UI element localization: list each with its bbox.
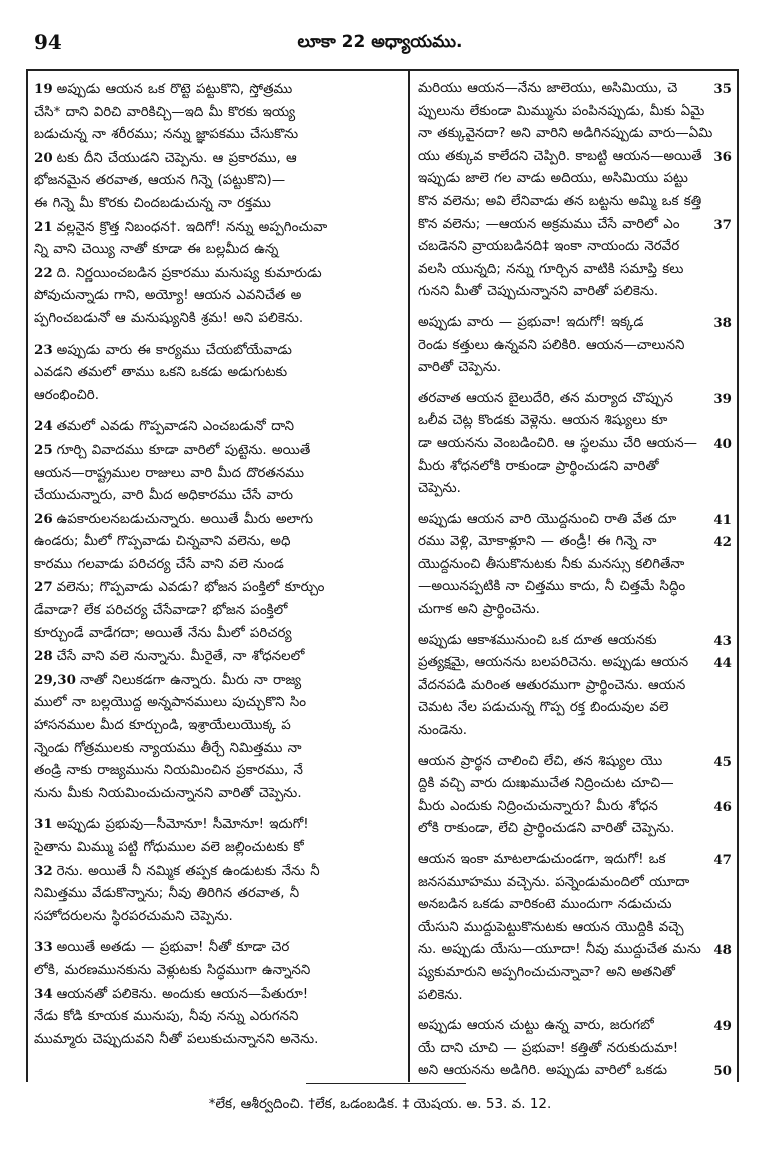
text-line: [34, 78, 402, 102]
verse-number: 26: [34, 510, 53, 527]
verse-text: చెప్పెను.: [418, 481, 461, 497]
verse-paragraph: [418, 849, 732, 1007]
text-line: [418, 675, 732, 698]
text-line: [418, 1015, 732, 1038]
verse-paragraph: [418, 312, 732, 380]
verse-text: రెండు కత్తులు ఉన్నవని పలికిరి. ఆయన—చాలునని: [418, 337, 685, 353]
page-number: 94: [34, 30, 62, 54]
text-line: [34, 308, 402, 331]
text-line: [418, 214, 732, 237]
left-rule: [26, 69, 28, 1082]
text-line: [418, 773, 732, 796]
verse-text: అప్పుడు ఆయన చుట్టు ఉన్న వారు, జరుగబో: [418, 1018, 654, 1034]
text-line: [418, 509, 732, 532]
verse-text: ష్యకుమారుని అప్పగించుచున్నావా? అని అతనితో: [418, 964, 675, 980]
text-line: [418, 1060, 732, 1083]
verse-paragraph: [418, 630, 732, 743]
verse-text: నును మీకు నియమించుచున్నానని వారితో చెప్పెను.: [34, 785, 302, 801]
left-column: [34, 78, 402, 1059]
verse-paragraph: [34, 339, 402, 408]
text-line: [34, 715, 402, 738]
verse-paragraph: [34, 813, 402, 928]
verse-paragraph: [418, 388, 732, 501]
text-line: [34, 485, 402, 508]
verse-text: వల్లనైన క్రొత్త నిబంధన†. ఇదిగో! నన్ను అప్పగించువా: [56, 219, 328, 235]
text-line: [34, 102, 402, 125]
verse-text: డా ఆయనను వెంబడించిరి. ఆ స్థలము చేరి ఆయన—: [418, 435, 698, 451]
verse-number: 33: [34, 939, 53, 956]
verse-text: డేవాడా? లేక పరిచర్య చేసేవాడా? భోజన పంక్తిలో: [34, 603, 288, 619]
verse-paragraph: [34, 936, 402, 1051]
text-line: [418, 872, 732, 895]
text-line: [418, 599, 732, 622]
text-line: [418, 123, 732, 146]
text-line: [34, 339, 402, 363]
text-line: [34, 760, 402, 783]
text-line: [34, 554, 402, 577]
verse-text: హాసనముల మీద కూర్చుండి, ఇశ్రాయేలుయొక్క ప: [34, 718, 291, 734]
text-line: [418, 849, 732, 872]
verse-text: ములో నా బల్లయొద్ద అన్నపానములు పుచ్చుకొని సిం: [34, 695, 307, 711]
verse-text: లోకి రాకుండా, లేచి ప్రార్థించుడని వారితో చెప్పెను.: [418, 821, 675, 837]
text-line: [34, 170, 402, 193]
column-divider: [408, 69, 410, 1082]
verse-number: 39: [713, 390, 732, 407]
verse-text: ఒలీవ చెట్ల కొండకు వెళ్లెను. ఆయన శిష్యులు కూ: [418, 413, 668, 429]
top-rule: [26, 69, 738, 71]
verse-text: కూర్చుండే వాడేగదా; అయితే నేను మీలో పరిచర్య: [34, 625, 292, 641]
verse-text: అని ఆయనను అడిగిరి. అప్పుడు వారిలో ఒకడు: [418, 1063, 668, 1079]
verse-number: 48: [713, 942, 732, 959]
verse-number: 29,30: [34, 671, 76, 688]
text-line: [34, 216, 402, 240]
verse-text: లోకి, మరణమునకును వెళ్లుటకు సిద్ధముగా ఉన్నానని: [34, 962, 311, 978]
text-line: [418, 1038, 732, 1061]
verse-paragraph: [418, 78, 732, 304]
verse-text: గూర్చి వివాదము కూడా వారిలో పుట్టెను. అయితే: [56, 442, 311, 458]
text-line: [34, 738, 402, 761]
verse-text: పలికెను.: [418, 987, 463, 1003]
verse-text: చేసి* దాని విరిచి వారికిచ్చి—ఇది మీ కొరకు ఇయ్య: [34, 104, 296, 120]
verse-text: ముమ్మారు చెప్పుదువని నీతో పలుకుచున్నానని అనెను.: [34, 1031, 319, 1047]
text-line: [34, 285, 402, 308]
text-line: [34, 983, 402, 1007]
verse-number: 45: [713, 753, 732, 770]
text-line: [418, 168, 732, 191]
verse-text: ది. నిర్ణయించబడిన ప్రకారము మనుష్య కుమారుడు: [56, 265, 322, 281]
verse-text: నుండెను.: [418, 723, 468, 739]
verse-number: 38: [713, 314, 732, 331]
text-line: [418, 939, 732, 962]
right-column: [418, 78, 732, 1091]
text-line: [34, 837, 402, 860]
verse-text: ఈ గిన్నె మీ కొరకు చిందబడుచున్న నా రక్తము: [34, 195, 271, 211]
verse-text: అప్పుడు ఆకాశమునుంచి ఒక దూత ఆయనకు: [418, 632, 657, 648]
verse-number: 21: [34, 218, 53, 235]
verse-text: వేదనపడి మరింత ఆతురముగా ప్రార్థించెను. ఆయన: [418, 677, 686, 693]
verse-paragraph: [418, 751, 732, 841]
text-line: [418, 410, 732, 433]
verse-number: 20: [34, 149, 53, 166]
verse-text: రెను. అయితే నీ నమ్మిక తప్పక ఉండుటకు నేను నీ: [56, 863, 320, 879]
text-line: [34, 124, 402, 147]
text-line: [418, 478, 732, 501]
verse-text: ఆరంభించిరి.: [34, 387, 99, 403]
verse-text: భోజనమైన తరవాత, ఆయన గిన్నె (పట్టుకొని)—: [34, 173, 286, 189]
text-line: [418, 388, 732, 411]
verse-text: ను. అప్పుడు యేసు—యూదా! నీవు ముద్దుచేత మను: [418, 942, 701, 958]
verse-text: తమలో ఎవడు గొప్పవాడని ఎంచబడునో దాని: [56, 419, 294, 435]
text-line: [34, 576, 402, 600]
verse-paragraph: [34, 415, 402, 805]
verse-number: 37: [713, 216, 732, 233]
text-line: [418, 531, 732, 554]
verse-text: ఆయనతో పలికెను. అందుకు ఆయన—పేతురూ!: [56, 986, 309, 1002]
text-line: [34, 960, 402, 983]
text-line: [34, 439, 402, 463]
verse-text: వలసి యున్నది; నన్ను గూర్చిన వాటికి సమాప్తి కలు: [418, 261, 684, 277]
verse-number: 34: [34, 985, 53, 1002]
verse-text: యొద్దనుంచి తీసుకొనుటకు నీకు మనస్సు కలిగితేనా: [418, 556, 685, 572]
verse-text: నిమిత్తము వేడుకొన్నాను; నీవు తిరిగిన తరవాత, నీ: [34, 886, 300, 902]
text-line: [418, 281, 732, 304]
verse-text: చేసే వాని వలె నున్నాను. మీరైతే, నా శోధనలలో: [56, 649, 305, 665]
text-line: [34, 1006, 402, 1029]
verse-text: నా తక్కువైనదా? అని వారిని అడిగినప్పుడు వారు—ఏమి: [418, 126, 713, 142]
verse-text: కారము గలవాడు పరిచర్య చేసే వాని వలె నుండ: [34, 556, 284, 572]
verse-text: న్ని వాని చెయ్యి నాతో కూడా ఈ బల్లమీద ఉన్న: [34, 242, 279, 258]
verse-number: 49: [713, 1018, 732, 1035]
verse-text: యు తక్కువ కాలేదని చెప్పిరి. కాబట్టి ఆయన—అయితే: [418, 148, 702, 164]
text-line: [418, 720, 732, 743]
verse-text: చేయుచున్నారు, వారి మీద అధికారము చేసే వారు: [34, 488, 294, 504]
verse-text: నాతో నిలుకడగా ఉన్నారు. మీరు నా రాజ్య: [79, 672, 302, 688]
text-line: [34, 669, 402, 693]
verse-number: 27: [34, 579, 53, 596]
text-line: [418, 796, 732, 819]
verse-text: అనబడిన ఒకడు వారికంటె ముందుగా నడుచుచు: [418, 897, 672, 913]
verse-text: బడుచున్న నా శరీరము; నన్ను జ్ఞాపకము చేసుకొను: [34, 127, 299, 143]
text-line: [34, 147, 402, 171]
verse-text: తండ్రి నాకు రాజ్యమును నియమించిన ప్రకారము, నే: [34, 763, 303, 779]
verse-number: 42: [713, 534, 732, 551]
verse-paragraph: [418, 1015, 732, 1083]
verse-number: 40: [713, 435, 732, 452]
verse-number: 31: [34, 816, 53, 833]
verse-text: టకు దీని చేయుడని చెప్పెను. ఆ ప్రకారము, ఆ: [56, 150, 297, 166]
text-line: [34, 1029, 402, 1052]
text-line: [418, 259, 732, 282]
verse-text: వారితో చెప్పెను.: [418, 360, 502, 376]
text-line: [418, 456, 732, 479]
text-line: [34, 936, 402, 960]
text-line: [34, 906, 402, 929]
text-line: [34, 362, 402, 385]
text-line: [34, 692, 402, 715]
text-line: [418, 630, 732, 653]
running-title: లూకా 22 అధ్యాయము.: [297, 32, 463, 52]
verse-text: ఉండరు; మీలో గొప్పవాడు చిన్నవాని వలెను, అధి: [34, 534, 291, 550]
text-line: [34, 783, 402, 806]
verse-text: యేసుని ముద్దుపెట్టుకొనుటకు ఆయన యొద్దికి వచ్చె: [418, 919, 684, 935]
text-line: [34, 531, 402, 554]
verse-text: ఎవడని తమలో తాము ఒకని ఒకడు అడుగుటకు: [34, 365, 288, 381]
verse-text: అప్పుడు ప్రభువు—సీమోనూ! సీమోనూ! ఇదుగో!: [56, 817, 309, 833]
footnote-rule: [306, 1083, 466, 1084]
text-line: [34, 239, 402, 262]
verse-text: ద్దికి వచ్చి వారు దుఃఖముచేత నిద్రించుట చూచి—: [418, 776, 674, 792]
text-line: [34, 508, 402, 532]
text-line: [34, 262, 402, 286]
verse-number: 46: [713, 798, 732, 815]
verse-text: చుగాక అని ప్రార్థించెను.: [418, 602, 540, 618]
footnotes: *లేక, ఆశీర్వదించి. †లేక, ఒడంబడిక. ‡ యెషయ. అ. 53. వ. 12.: [208, 1096, 552, 1112]
verse-number: 47: [713, 852, 732, 868]
verse-text: ఇప్పుడు జాలె గల వాడు అదియు, అసిమియు పట్టు: [418, 171, 688, 187]
verse-text: సైతాను మిమ్ము పట్టి గోధుముల వలె జల్లించుటకు కో: [34, 840, 304, 855]
verse-paragraph: [34, 78, 402, 331]
verse-text: న్నెండు గోత్రములకు న్యాయము తీర్చే నిమిత్తము నా: [34, 740, 302, 756]
verse-text: చెమట నేల పడుచున్న గొప్ప రక్త బిందువుల వలె: [418, 700, 669, 716]
verse-number: 25: [34, 441, 53, 458]
verse-text: జనసమూహము వచ్చెను. పన్నెండుమందిలో యూదా: [418, 874, 690, 890]
text-line: [418, 554, 732, 577]
verse-text: మీరు ఎందుకు నిద్రించుచున్నారు? మీరు శోధన: [418, 798, 658, 814]
text-line: [34, 860, 402, 884]
verse-text: చబడెనని వ్రాయబడినది‡ ఇంకా నాయందు నెరవేర: [418, 239, 680, 255]
text-line: [34, 415, 402, 439]
verse-text: ఆయన ప్రార్థన చాలించి లేచి, తన శిష్యుల యొ: [418, 753, 663, 769]
verse-text: నేడు కోడి కూయక మునుపు, నీవు నన్ను ఎరుగనని: [34, 1009, 299, 1025]
text-line: [418, 101, 732, 124]
text-line: [418, 917, 732, 940]
verse-number: 36: [713, 148, 732, 165]
verse-text: ఆయన—రాష్ట్రముల రాజులు వారి మీద దొరతనము: [34, 465, 305, 481]
text-line: [34, 463, 402, 486]
verse-text: పోవుచున్నాడు గాని, అయ్యో! ఆయన ఎవనిచేత అ: [34, 288, 302, 304]
verse-text: ప్రత్యక్షమై, ఆయనను బలపరిచెను. అప్పుడు ఆయన: [418, 655, 689, 671]
verse-number: 50: [713, 1063, 732, 1080]
verse-number: 24: [34, 418, 53, 435]
text-line: [34, 600, 402, 623]
verse-text: అప్పుడు వారు ఈ కార్యము చేయబోయేవాడు: [56, 342, 292, 358]
verse-text: మరియు ఆయన—నేను జాలెయు, అసిమియు, చె: [418, 81, 678, 96]
verse-text: తరవాత ఆయన బైలుదేరి, తన మర్యాద చొప్పున: [418, 390, 673, 406]
verse-number: 22: [34, 264, 53, 281]
text-line: [418, 312, 732, 335]
text-line: [418, 962, 732, 985]
verse-text: ప్పులును లేకుండా మిమ్మును పంపినప్పుడు, మీకు ఏమై: [418, 103, 705, 119]
verse-text: అప్పుడు ఆయన వారి యొద్దనుంచి రాతి వేత దూ: [418, 511, 677, 527]
verse-text: ప్పగించబడునో ఆ మనుష్యునికి శ్రమ! అని పలికెను.: [34, 310, 304, 326]
text-line: [34, 193, 402, 216]
verse-number: 32: [34, 862, 53, 879]
verse-number: 44: [713, 655, 732, 672]
verse-text: కొన వలెను; —ఆయన అక్రమము చేసే వారిలో ఎం: [418, 216, 680, 232]
right-rule: [737, 69, 739, 1082]
text-line: [418, 335, 732, 358]
verse-text: మీరు శోధనలోకి రాకుండా ప్రార్థించుడని వారితో: [418, 458, 659, 474]
verse-text: వలెను; గొప్పవాడు ఎవడు? భోజన పంక్తిలో కూర్చుం: [56, 580, 325, 596]
verse-number: 19: [34, 81, 53, 97]
verse-number: 43: [713, 632, 732, 649]
verse-number: 23: [34, 341, 53, 358]
text-line: [418, 818, 732, 841]
verse-text: యే దాని చూచి — ప్రభువా! కత్తితో నరుకుదుమా!: [418, 1040, 679, 1056]
text-line: [418, 697, 732, 720]
verse-text: అప్పుడు ఆయన ఒక రొట్టె పట్టుకొని, స్తోత్రము: [56, 82, 293, 97]
text-line: [34, 645, 402, 669]
text-line: [418, 433, 732, 456]
verse-text: —అయినప్పటికి నా చిత్తము కాదు, నీ చిత్తమే సిద్ధిం: [418, 579, 686, 595]
verse-text: సహోదరులను స్థిరపరచుమని చెప్పెను.: [34, 908, 233, 924]
text-line: [418, 236, 732, 259]
verse-text: ఉపకారులనబడుచున్నారు. అయితే మీరు అలాగు: [56, 511, 313, 527]
verse-text: రము వెళ్లి, మోకాళ్లూని — తండ్రీ! ఈ గిన్నె నా: [418, 534, 657, 550]
text-line: [34, 623, 402, 646]
text-line: [418, 576, 732, 599]
verse-text: అయితే అతడు — ప్రభువా! నీతో కూడా చెర: [56, 940, 290, 956]
verse-paragraph: [418, 509, 732, 622]
text-line: [418, 78, 732, 101]
verse-text: గునని మీతో చెప్పుచున్నానని వారితో పలికెను.: [418, 284, 659, 300]
verse-number: 28: [34, 648, 53, 665]
verse-text: అప్పుడు వారు — ప్రభువా! ఇదుగో! ఇక్కడ: [418, 314, 644, 330]
page-header: [20, 22, 740, 62]
text-line: [34, 883, 402, 906]
text-line: [418, 146, 732, 169]
verse-number: 35: [713, 81, 732, 97]
text-line: [34, 813, 402, 837]
text-line: [418, 652, 732, 675]
text-line: [418, 357, 732, 380]
verse-text: కొన వలెను; అవి లేనివాడు తన బట్టను అమ్మి ఒక కత్తి: [418, 193, 702, 209]
text-line: [418, 191, 732, 214]
verse-number: 41: [713, 511, 732, 528]
text-line: [418, 985, 732, 1008]
text-line: [418, 751, 732, 774]
text-line: [34, 385, 402, 408]
text-line: [418, 894, 732, 917]
verse-text: ఆయన ఇంకా మాటలాడుచుండగా, ఇదుగో! ఒక: [418, 852, 666, 867]
